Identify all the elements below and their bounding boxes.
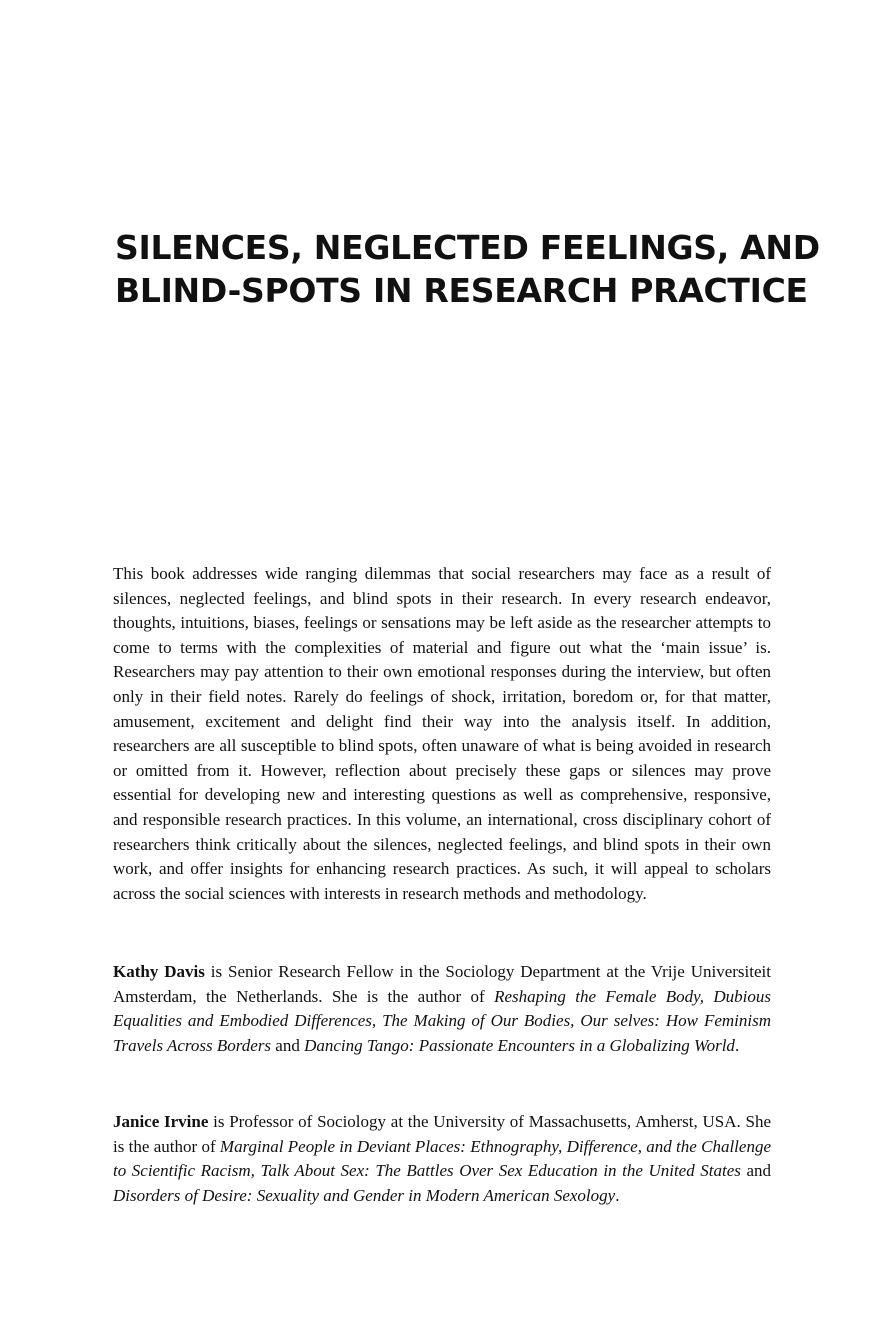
book-title (115, 226, 820, 312)
author-bio-text: is Professor of Sociology at the University of Massachusetts, Amherst, USA. She is the author of (113, 1112, 772, 1156)
end-punctuation: . (615, 1185, 620, 1205)
author-name: Kathy Davis (113, 962, 205, 981)
book-title-italic: Disorders of Desire: Sexuality and Gender in Modern American Sexology (113, 1185, 616, 1205)
author-bio-text: is Senior Research Fellow in the Sociology Department at the Vrije Universiteit Amsterdam, the Netherlands. She is the author of (113, 962, 771, 1006)
book-title-line-2: BLIND-SPOTS IN RESEARCH PRACTICE (115, 271, 808, 310)
author-bio-irvine (113, 1110, 771, 1208)
end-punctuation: . (734, 1035, 740, 1055)
book-title-italic: Dancing Tango: Passionate Encounters in a Globalizing World (304, 1035, 735, 1055)
book-titles: Reshaping the Female Body, Dubious Equalities and Embodied Differences, The Making of Our Bodies, Our selves: How Feminism Travels Across Borders (113, 986, 771, 1055)
author-bio-davis (113, 960, 771, 1058)
author-name: Janice Irvine (113, 1112, 209, 1131)
connector-text: and (271, 1035, 305, 1055)
book-description: This book addresses wide ranging dilemmas that social researchers may face as a result of silences, neglected feelings, and blind spots in their research. In every research endeavor, thoughts, intuitions, biases, feelings or sensations may be left aside as the researcher attempts to come to terms with the complexities of material and figure out what the ‘main issue’ is. Researchers may pay attention to their own emotional responses during the interview, but often only in their field notes. Rarely do feelings of shock, irritation, boredom or, for that matter, amusement, excitement and delight find their way into the analysis itself. In addition, researchers are all susceptible to blind spots, often unaware of what is being avoided in research or omitted from it. However, reflection about precisely these gaps or silences may prove essential for developing new and interesting questions as well as comprehensive, responsive, and responsible research practices. In this volume, an international, cross disciplinary cohort of researchers think critically about the silences, neglected feelings, and blind spots in their own work, and offer insights for enhancing research practices. As such, it will appeal to scholars across the social sciences with interests in research methods and methodology. (113, 564, 771, 903)
book-title-line-1: SILENCES, NEGLECTED FEELINGS, AND (115, 228, 820, 267)
connector-text: and (740, 1161, 771, 1181)
book-titles: Marginal People in Deviant Places: Ethnography, Difference, and the Challenge to Scientific Racism, Talk About Sex: The Battles Over Sex Education in the United States (113, 1136, 772, 1181)
